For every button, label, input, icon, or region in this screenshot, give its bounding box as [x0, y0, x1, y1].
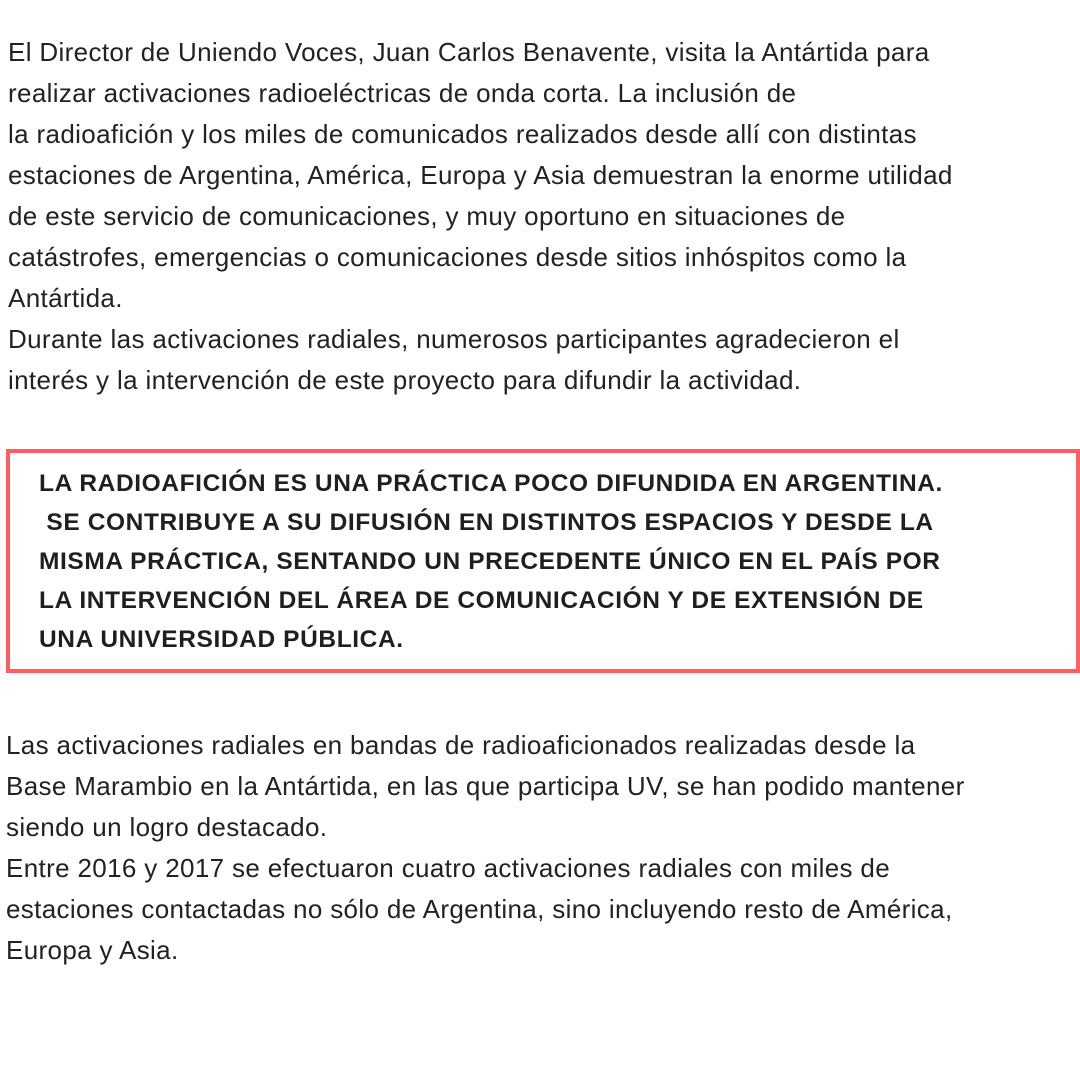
intro-line: realizar activaciones radioeléctricas de onda corta. La inclusión de [8, 78, 797, 108]
callout-text [39, 464, 943, 659]
closing-paragraph [6, 725, 965, 971]
closing-line: estaciones contactadas no sólo de Argentina, sino incluyendo resto de América, [6, 894, 953, 924]
intro-line: interés y la intervención de este proyecto para difundir la actividad. [8, 365, 802, 395]
intro-line: estaciones de Argentina, América, Europa y Asia demuestran la enorme utilidad [8, 160, 953, 190]
callout-line: MISMA PRÁCTICA, SENTANDO UN PRECEDENTE ÚNICO EN EL PAÍS POR [39, 548, 941, 575]
closing-line: Entre 2016 y 2017 se efectuaron cuatro activaciones radiales con miles de [6, 853, 891, 883]
closing-line: Europa y Asia. [6, 935, 179, 965]
intro-line: El Director de Uniendo Voces, Juan Carlos Benavente, visita la Antártida para [8, 37, 930, 67]
intro-paragraph [8, 32, 953, 401]
intro-line: Durante las activaciones radiales, numerosos participantes agradecieron el [8, 324, 900, 354]
callout-line: UNA UNIVERSIDAD PÚBLICA. [39, 626, 404, 653]
callout-line: LA RADIOAFICIÓN ES UNA PRÁCTICA POCO DIFUNDIDA EN ARGENTINA. [39, 470, 943, 497]
intro-line: la radioafición y los miles de comunicados realizados desde allí con distintas [8, 119, 917, 149]
closing-line: siendo un logro destacado. [6, 812, 328, 842]
intro-line: catástrofes, emergencias o comunicaciones desde sitios inhóspitos como la [8, 242, 907, 272]
highlight-callout-box [6, 449, 1080, 673]
callout-line: SE CONTRIBUYE A SU DIFUSIÓN EN DISTINTOS ESPACIOS Y DESDE LA [39, 509, 934, 536]
closing-line: Las activaciones radiales en bandas de radioaficionados realizadas desde la [6, 730, 916, 760]
intro-line: de este servicio de comunicaciones, y muy oportuno en situaciones de [8, 201, 846, 231]
callout-line: LA INTERVENCIÓN DEL ÁREA DE COMUNICACIÓN Y DE EXTENSIÓN DE [39, 587, 924, 614]
intro-line: Antártida. [8, 283, 123, 313]
closing-line: Base Marambio en la Antártida, en las que participa UV, se han podido mantener [6, 771, 965, 801]
